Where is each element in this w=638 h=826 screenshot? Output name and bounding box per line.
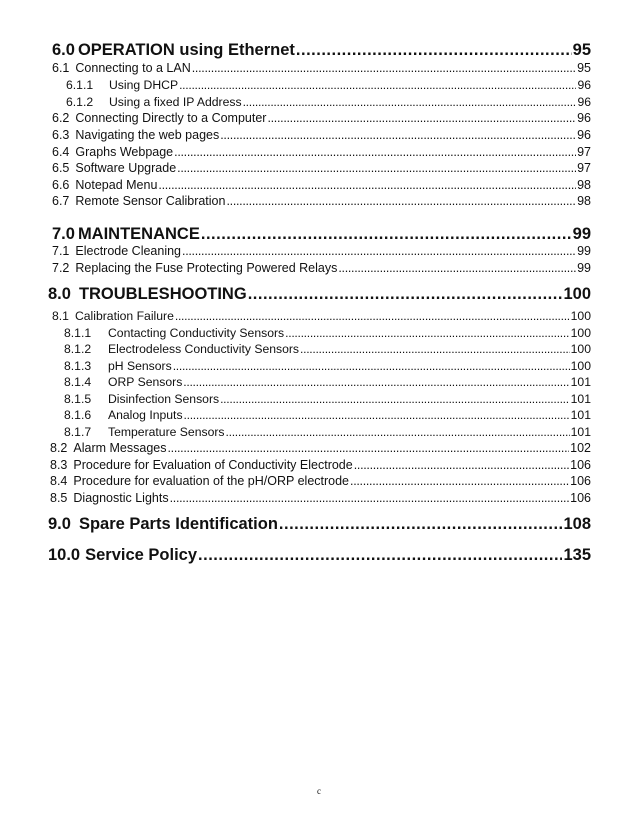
dot-leader bbox=[226, 194, 576, 208]
toc-title: Service Policy bbox=[85, 546, 198, 564]
toc-number: 8.0 bbox=[48, 285, 71, 303]
toc-entry-6-1[interactable] bbox=[52, 61, 591, 78]
dot-leader bbox=[170, 491, 570, 505]
toc-page: 101 bbox=[570, 408, 591, 422]
toc-page: 106 bbox=[570, 474, 591, 488]
toc-number: 8.2 bbox=[50, 441, 68, 455]
toc-number: 6.1.2 bbox=[66, 95, 94, 109]
toc-page: 99 bbox=[572, 225, 591, 243]
toc-entry-6-1-2[interactable] bbox=[66, 95, 591, 112]
dot-leader bbox=[279, 515, 563, 534]
page-number-footer: c bbox=[317, 786, 321, 796]
dot-leader bbox=[174, 145, 576, 159]
toc-title: ORP Sensors bbox=[108, 375, 183, 389]
dot-leader bbox=[198, 546, 562, 565]
toc-title: Alarm Messages bbox=[73, 441, 167, 455]
dot-leader bbox=[184, 408, 570, 422]
toc-entry-8-1-4[interactable] bbox=[64, 375, 591, 392]
toc-number: 7.1 bbox=[52, 244, 70, 258]
toc-page: 100 bbox=[570, 309, 591, 323]
toc-title: Using a fixed IP Address bbox=[109, 95, 242, 109]
toc-entry-8-3[interactable] bbox=[50, 458, 591, 475]
toc-heading-6[interactable] bbox=[52, 41, 591, 63]
dot-leader bbox=[182, 244, 576, 258]
dot-leader bbox=[300, 342, 570, 356]
toc-page: 98 bbox=[577, 178, 591, 192]
toc-number: 8.1.6 bbox=[64, 408, 92, 422]
toc-page: 97 bbox=[577, 161, 591, 175]
toc-number: 8.1 bbox=[52, 309, 69, 323]
toc-entry-8-2[interactable] bbox=[50, 441, 591, 458]
toc-entry-6-2[interactable] bbox=[52, 111, 591, 128]
toc-number: 8.4 bbox=[50, 474, 68, 488]
toc-entry-8-1-7[interactable] bbox=[64, 425, 591, 442]
toc-heading-8[interactable] bbox=[48, 285, 591, 307]
toc-entry-6-7[interactable] bbox=[52, 194, 591, 211]
toc-title: Calibration Failure bbox=[74, 309, 174, 323]
toc-number: 8.1.1 bbox=[64, 326, 92, 340]
toc-page: 106 bbox=[570, 458, 591, 472]
toc-number: 7.0 bbox=[52, 225, 75, 243]
toc-number: 6.4 bbox=[52, 145, 70, 159]
toc-page: 96 bbox=[577, 78, 591, 92]
toc-number: 6.3 bbox=[52, 128, 70, 142]
toc-title: Using DHCP bbox=[109, 78, 179, 92]
dot-leader bbox=[248, 285, 563, 304]
toc-title: Connecting Directly to a Computer bbox=[75, 111, 267, 125]
toc-entry-6-4[interactable] bbox=[52, 145, 591, 162]
toc-title: Notepad Menu bbox=[75, 178, 158, 192]
toc-heading-10[interactable] bbox=[48, 546, 591, 568]
toc-title: Contacting Conductivity Sensors bbox=[108, 326, 285, 340]
toc-entry-6-3[interactable] bbox=[52, 128, 591, 145]
dot-leader bbox=[220, 392, 570, 406]
toc-entry-8-1-2[interactable] bbox=[64, 342, 591, 359]
dot-leader bbox=[183, 375, 569, 389]
toc-entry-8-1-1[interactable] bbox=[64, 326, 591, 343]
toc-title: Procedure for evaluation of the pH/ORP electrode bbox=[73, 474, 350, 488]
toc-title: Remote Sensor Calibration bbox=[75, 194, 226, 208]
toc-page: 99 bbox=[577, 244, 591, 258]
dot-leader bbox=[267, 111, 576, 125]
toc-title: pH Sensors bbox=[108, 359, 172, 373]
toc-number: 6.5 bbox=[52, 161, 70, 175]
dot-leader bbox=[296, 41, 572, 60]
toc-page: 96 bbox=[577, 95, 591, 109]
dot-leader bbox=[192, 61, 576, 75]
toc-entry-6-5[interactable] bbox=[52, 161, 591, 178]
dot-leader bbox=[285, 326, 570, 340]
dot-leader bbox=[175, 309, 570, 323]
toc-title: Procedure for Evaluation of Conductivity Electrode bbox=[73, 458, 353, 472]
toc-number: 8.1.7 bbox=[64, 425, 92, 439]
dot-leader bbox=[350, 474, 569, 488]
toc-title: Diagnostic Lights bbox=[73, 491, 169, 505]
toc-entry-6-6[interactable] bbox=[52, 178, 591, 195]
toc-number: 8.1.2 bbox=[64, 342, 92, 356]
toc-page: 96 bbox=[577, 111, 591, 125]
toc-title: Analog Inputs bbox=[108, 408, 183, 422]
toc-page: 97 bbox=[577, 145, 591, 159]
toc-title: Replacing the Fuse Protecting Powered Relays bbox=[75, 261, 338, 275]
toc-entry-8-4[interactable] bbox=[50, 474, 591, 491]
toc-title: TROUBLESHOOTING bbox=[78, 285, 247, 303]
dot-leader bbox=[243, 95, 577, 109]
toc-page: 96 bbox=[577, 128, 591, 142]
dot-leader bbox=[179, 78, 576, 92]
toc-number: 6.0 bbox=[52, 41, 75, 59]
toc-page: 106 bbox=[570, 491, 591, 505]
dot-leader bbox=[167, 441, 569, 455]
toc-title: Disinfection Sensors bbox=[108, 392, 220, 406]
dot-leader bbox=[220, 128, 576, 142]
toc-title: Connecting to a LAN bbox=[75, 61, 191, 75]
toc-page: 101 bbox=[570, 375, 591, 389]
toc-page: 95 bbox=[577, 61, 591, 75]
toc-page: 99 bbox=[577, 261, 591, 275]
dot-leader bbox=[158, 178, 576, 192]
toc-number: 8.1.3 bbox=[64, 359, 92, 373]
toc-entry-7-1[interactable] bbox=[52, 244, 591, 261]
toc-title: Navigating the web pages bbox=[75, 128, 220, 142]
toc-page: 100 bbox=[570, 359, 591, 373]
toc-page: 101 bbox=[570, 425, 591, 439]
toc-number: 6.1 bbox=[52, 61, 70, 75]
toc-heading-9[interactable] bbox=[48, 515, 591, 537]
toc-entry-7-2[interactable] bbox=[52, 261, 591, 278]
toc-title: Graphs Webpage bbox=[75, 145, 174, 159]
toc-number: 6.6 bbox=[52, 178, 70, 192]
toc-title: Software Upgrade bbox=[75, 161, 177, 175]
toc-title: Electrode Cleaning bbox=[75, 244, 182, 258]
toc-entry-6-1-1[interactable] bbox=[66, 78, 591, 95]
toc-title: Temperature Sensors bbox=[108, 425, 225, 439]
toc-number: 8.1.4 bbox=[64, 375, 92, 389]
dot-leader bbox=[177, 161, 576, 175]
toc-page: 98 bbox=[577, 194, 591, 208]
dot-leader bbox=[201, 225, 572, 244]
dot-leader bbox=[354, 458, 569, 472]
toc-title: MAINTENANCE bbox=[77, 225, 200, 243]
toc-title: Spare Parts Identification bbox=[78, 515, 278, 533]
toc-page: 100 bbox=[570, 326, 591, 340]
toc-page: 100 bbox=[563, 285, 591, 303]
toc-number: 8.3 bbox=[50, 458, 68, 472]
toc-entry-8-1-5[interactable] bbox=[64, 392, 591, 409]
toc-number: 6.1.1 bbox=[66, 78, 94, 92]
toc-entry-8-1-6[interactable] bbox=[64, 408, 591, 425]
dot-leader bbox=[226, 425, 570, 439]
toc-number: 6.7 bbox=[52, 194, 70, 208]
toc-title: Electrodeless Conductivity Sensors bbox=[108, 342, 300, 356]
toc-number: 7.2 bbox=[52, 261, 70, 275]
toc-title: OPERATION using Ethernet bbox=[77, 41, 295, 59]
toc-page: 102 bbox=[570, 441, 591, 455]
toc-page: 95 bbox=[572, 41, 591, 59]
toc-page: 100 bbox=[570, 342, 591, 356]
dot-leader bbox=[338, 261, 576, 275]
toc-entry-8-1-3[interactable] bbox=[64, 359, 591, 376]
toc-number: 8.1.5 bbox=[64, 392, 92, 406]
dot-leader bbox=[173, 359, 570, 373]
toc-entry-8-5[interactable] bbox=[50, 491, 591, 508]
toc-number: 10.0 bbox=[48, 546, 81, 564]
toc-number: 6.2 bbox=[52, 111, 70, 125]
toc-number: 9.0 bbox=[48, 515, 71, 533]
toc-entry-8-1[interactable] bbox=[52, 309, 591, 326]
toc-page: 135 bbox=[563, 546, 591, 564]
toc-page: 108 bbox=[563, 515, 591, 533]
toc-page: 101 bbox=[570, 392, 591, 406]
toc-number: 8.5 bbox=[50, 491, 68, 505]
